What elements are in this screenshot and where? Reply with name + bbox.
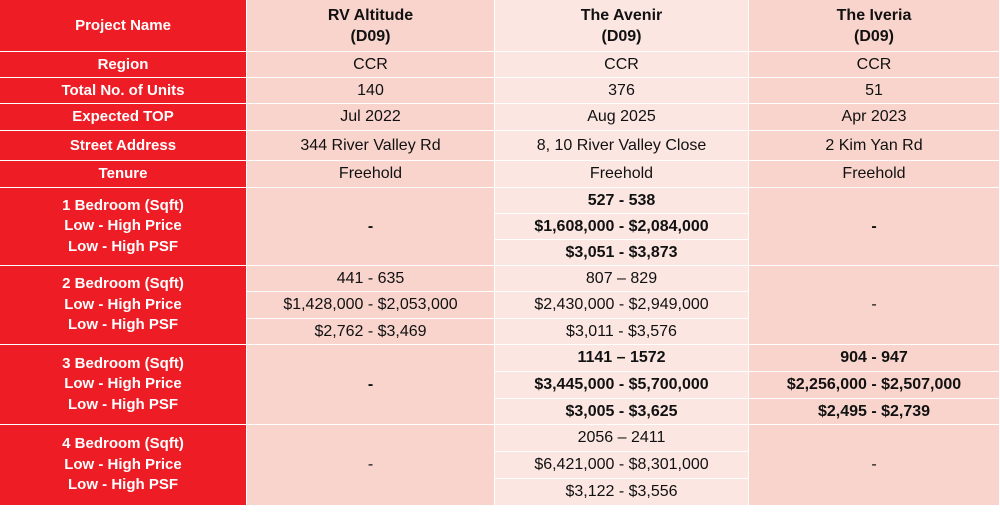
label-line: 4 Bedroom (Sqft) (62, 435, 184, 453)
rv-altitude-2br-psf: $2,762 - $3,469 (247, 319, 495, 345)
row-label-2-bedroom (0, 266, 247, 345)
avenir-3br-price: $3,445,000 - $5,700,000 (495, 372, 749, 399)
tenure-value: Freehold (749, 161, 1000, 188)
region-value: CCR (749, 52, 1000, 78)
address-value: 344 River Valley Rd (247, 131, 495, 161)
rv-altitude-1br-value: - (247, 188, 495, 266)
project-name: The Iveria (836, 6, 912, 24)
rv-altitude-3br-value: - (247, 345, 495, 425)
region-value: CCR (247, 52, 495, 78)
row-label-region: Region (0, 52, 247, 78)
row-label-4-bedroom (0, 425, 247, 506)
iveria-2br-value: - (749, 266, 1000, 345)
row-label-street-address: Street Address (0, 131, 247, 161)
project-name: RV Altitude (327, 6, 414, 24)
avenir-4br-price: $6,421,000 - $8,301,000 (495, 452, 749, 479)
tenure-value: Freehold (247, 161, 495, 188)
label-line: Low - High Price (64, 455, 182, 473)
label-line: 1 Bedroom (Sqft) (62, 196, 184, 214)
project-district: (D09) (350, 27, 391, 45)
header-rv-altitude (247, 0, 495, 52)
rv-altitude-2br-price: $1,428,000 - $2,053,000 (247, 292, 495, 319)
label-line: Low - High PSF (68, 476, 178, 494)
label-line: 2 Bedroom (Sqft) (62, 275, 184, 293)
header-the-avenir (495, 0, 749, 52)
avenir-1br-sqft: 527 - 538 (495, 188, 749, 214)
avenir-2br-sqft: 807 – 829 (495, 266, 749, 292)
row-label-total-units: Total No. of Units (0, 78, 247, 104)
project-district: (D09) (601, 27, 642, 45)
label-line: Low - High Price (64, 217, 182, 235)
region-value: CCR (495, 52, 749, 78)
header-project-name-label: Project Name (0, 0, 247, 52)
row-label-1-bedroom (0, 188, 247, 266)
address-value: 8, 10 River Valley Close (495, 131, 749, 161)
header-the-iveria (749, 0, 1000, 52)
row-label-tenure: Tenure (0, 161, 247, 188)
units-value: 51 (749, 78, 1000, 104)
project-name: The Avenir (580, 6, 663, 24)
avenir-4br-psf: $3,122 - $3,556 (495, 479, 749, 506)
iveria-4br-value: - (749, 425, 1000, 506)
avenir-1br-psf: $3,051 - $3,873 (495, 240, 749, 266)
avenir-2br-psf: $3,011 - $3,576 (495, 319, 749, 345)
avenir-4br-sqft: 2056 – 2411 (495, 425, 749, 452)
label-line: Low - High Price (64, 295, 182, 313)
iveria-3br-price: $2,256,000 - $2,507,000 (749, 372, 1000, 399)
rv-altitude-4br-value: - (247, 425, 495, 506)
label-line: 3 Bedroom (Sqft) (62, 354, 184, 372)
avenir-3br-psf: $3,005 - $3,625 (495, 399, 749, 425)
address-value: 2 Kim Yan Rd (749, 131, 1000, 161)
label-line: Low - High PSF (68, 395, 178, 413)
project-district: (D09) (853, 27, 894, 45)
iveria-3br-psf: $2,495 - $2,739 (749, 399, 1000, 425)
label-line: Low - High PSF (68, 316, 178, 334)
row-label-expected-top: Expected TOP (0, 104, 247, 131)
iveria-3br-sqft: 904 - 947 (749, 345, 1000, 372)
avenir-1br-price: $1,608,000 - $2,084,000 (495, 214, 749, 240)
label-line: Low - High PSF (68, 237, 178, 255)
avenir-2br-price: $2,430,000 - $2,949,000 (495, 292, 749, 319)
units-value: 140 (247, 78, 495, 104)
top-value: Apr 2023 (749, 104, 1000, 131)
avenir-3br-sqft: 1141 – 1572 (495, 345, 749, 372)
rv-altitude-2br-sqft: 441 - 635 (247, 266, 495, 292)
tenure-value: Freehold (495, 161, 749, 188)
top-value: Aug 2025 (495, 104, 749, 131)
label-line: Low - High Price (64, 375, 182, 393)
row-label-3-bedroom (0, 345, 247, 425)
units-value: 376 (495, 78, 749, 104)
iveria-1br-value: - (749, 188, 1000, 266)
top-value: Jul 2022 (247, 104, 495, 131)
